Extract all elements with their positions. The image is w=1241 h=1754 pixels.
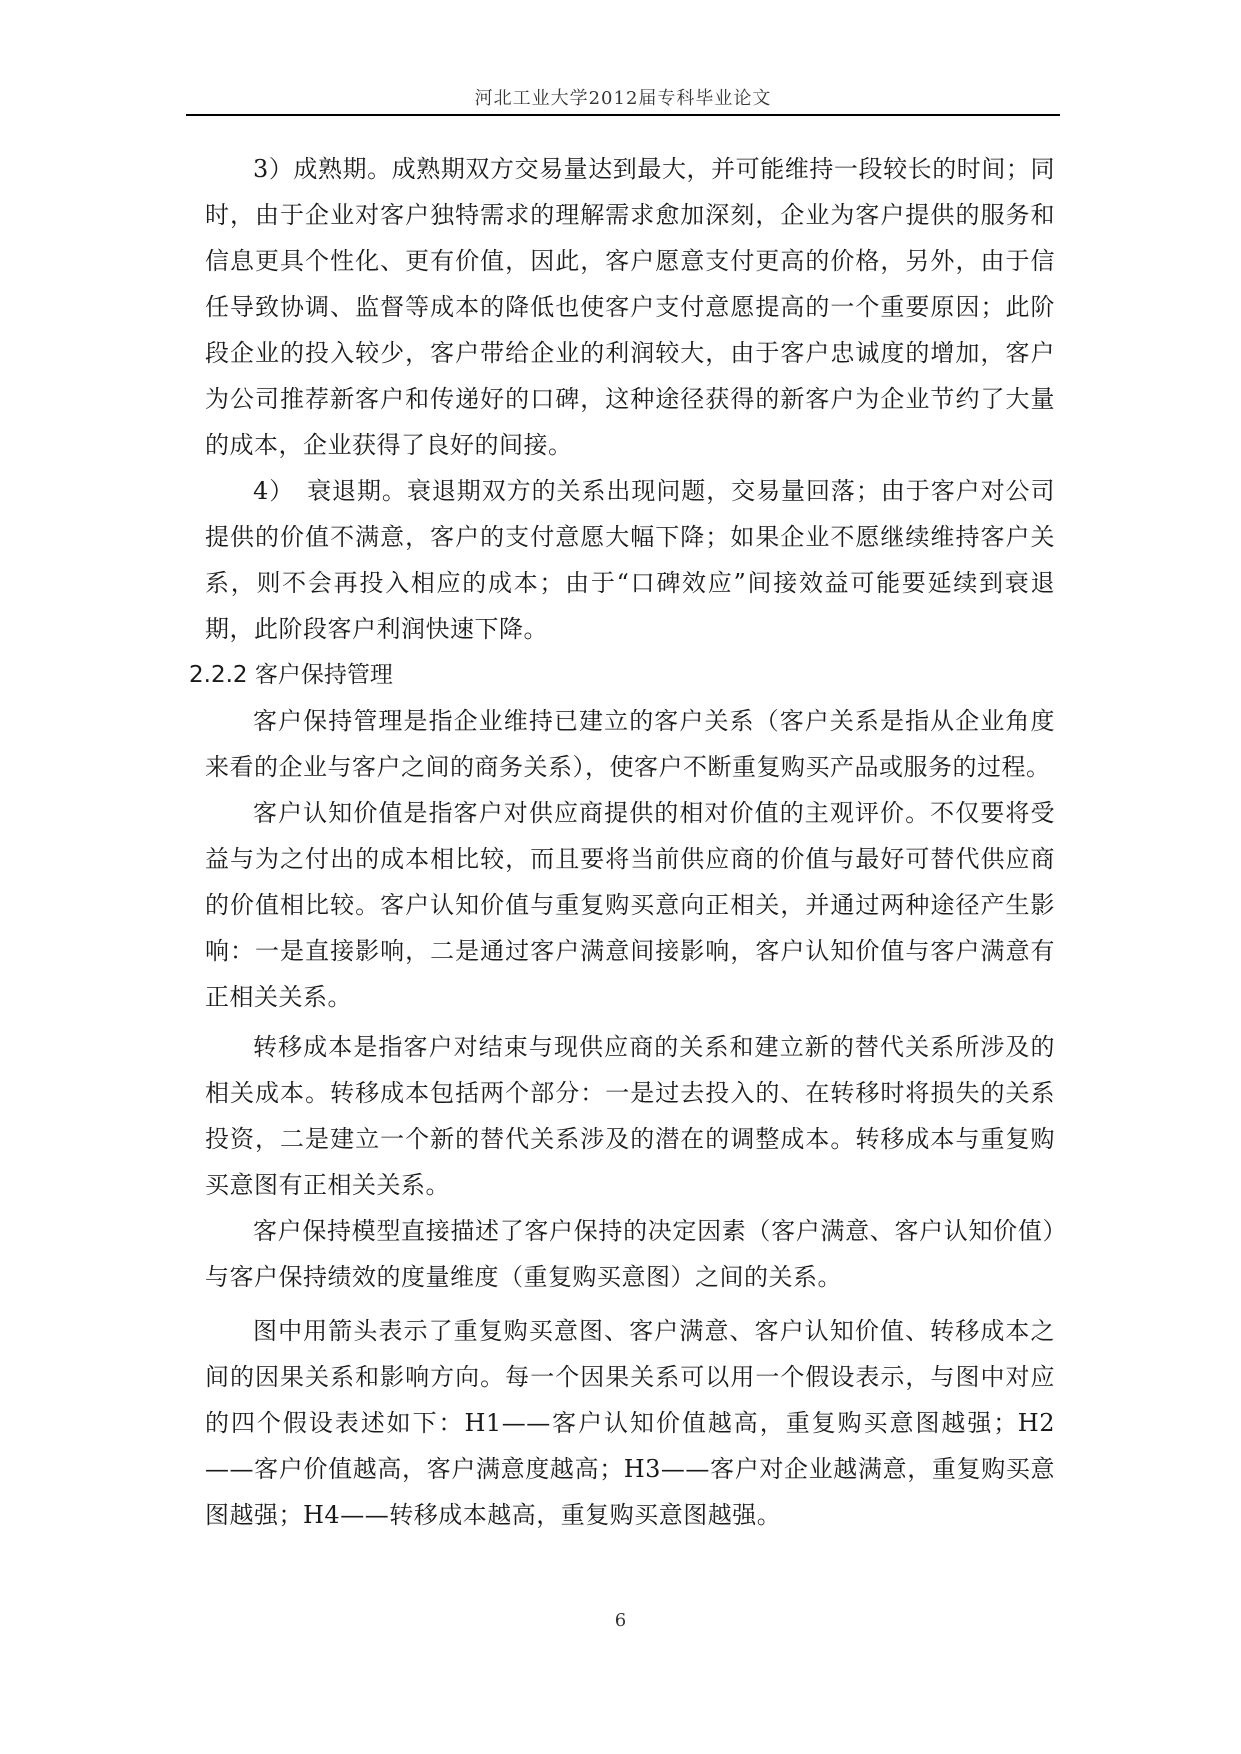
section-heading: 2.2.2 客户保持管理 bbox=[189, 662, 393, 688]
paragraph-retention-definition: 客户保持管理是指企业维持已建立的客户关系（客户关系是指从企业角度来看的企业与客户之间的商务关系），使客户不断重复购买产品或服务的过程。 bbox=[205, 707, 1055, 781]
header-rule bbox=[186, 114, 1060, 116]
paragraph-retention-model: 客户保持模型直接描述了客户保持的决定因素（客户满意、客户认知价值）与客户保持绩效的度量维度（重复购买意图）之间的关系。 bbox=[205, 1217, 1055, 1291]
paragraph-hypotheses: 图中用箭头表示了重复购买意图、客户满意、客户认知价值、转移成本之间的因果关系和影响方向。每一个因果关系可以用一个假设表示，与图中对应的四个假设表述如下：H1——客户认知价值越高，重复购买意图越强；H2——客户价值越高，客户满意度越高；H3——客户对企业越满意，重复购买意图越强；H4——转移成本越高，重复购买意图越强。 bbox=[205, 1317, 1055, 1529]
paragraph-maturity-stage: 3）成熟期。成熟期双方交易量达到最大，并可能维持一段较长的时间；同时，由于企业对客户独特需求的理解需求愈加深刻，企业为客户提供的服务和信息更具个性化、更有价值，因此，客户愿意支付更高的价格，另外，由于信任导致协调、监督等成本的降低也使客户支付意愿提高的一个重要原因；此阶段企业的投入较少，客户带给企业的利润较大，由于客户忠诚度的增加，客户为公司推荐新客户和传递好的口碑，这种途径获得的新客户为企业节约了大量的成本，企业获得了良好的间接。 bbox=[205, 155, 1055, 459]
page-number: 6 bbox=[614, 1610, 627, 1631]
body-content bbox=[189, 146, 1055, 1538]
paragraph-decline-stage: 4） 衰退期。衰退期双方的关系出现问题，交易量回落；由于客户对公司提供的价值不满意，客户的支付意愿大幅下降；如果企业不愿继续维持客户关系，则不会再投入相应的成本；由于“口碑效应”间接效益可能要延续到衰退期，此阶段客户利润快速下降。 bbox=[205, 477, 1055, 643]
paragraph-switching-cost: 转移成本是指客户对结束与现供应商的关系和建立新的替代关系所涉及的相关成本。转移成本包括两个部分：一是过去投入的、在转移时将损失的关系投资，二是建立一个新的替代关系涉及的潜在的调整成本。转移成本与重复购买意图有正相关关系。 bbox=[205, 1033, 1055, 1199]
paragraph-perceived-value: 客户认知价值是指客户对供应商提供的相对价值的主观评价。不仅要将受益与为之付出的成本相比较，而且要将当前供应商的价值与最好可替代供应商的价值相比较。客户认知价值与重复购买意向正相关，并通过两种途径产生影响：一是直接影响，二是通过客户满意间接影响，客户认知价值与客户满意有正相关关系。 bbox=[205, 799, 1055, 1011]
running-header: 河北工业大学2012届专科毕业论文 bbox=[474, 88, 772, 109]
